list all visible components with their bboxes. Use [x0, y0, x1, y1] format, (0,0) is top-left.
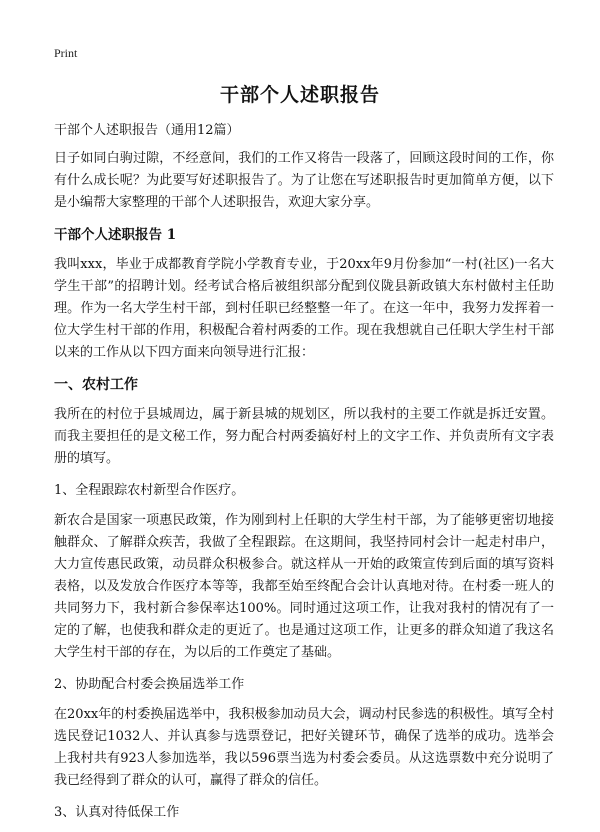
section-heading: 干部个人述职报告 1	[54, 227, 177, 243]
print-link[interactable]: Print	[54, 46, 78, 60]
item-heading-2: 2、协助配合村委会换届选举工作	[54, 677, 245, 692]
item-heading-1: 1、全程跟踪农村新型合作医疗。	[54, 483, 245, 498]
document-body	[54, 120, 554, 832]
section-intro-paragraph: 我叫xxx，毕业于成都教育学院小学教育专业，于20xx年9月份参加“一村(社区)一名大学生干部”的招聘计划。经考试合格后被组织部分配到仪陇县新政镇大东村做村主任助理。作为一名大学生村干部，到村任职已经整整一年了。在这一年中，我努力发挥着一位大学生村干部的作用，积极配合着村两委的工作。现在我想就自己任职大学生村干部以来的工作从以下四方面来向领导进行汇报：	[54, 257, 554, 360]
document-title: 干部个人述职报告	[219, 84, 380, 106]
intro-paragraph: 日子如同白驹过隙，不经意间，我们的工作又将告一段落了，回顾这段时间的工作，你有什么成长呢？为此要写好述职报告了。为了让您在写述职报告时更加简单方便，以下是小编帮大家整理的干部个人述职报告，欢迎大家分享。	[54, 151, 554, 210]
item-heading-3: 3、认真对待低保工作	[54, 805, 180, 820]
subsection-intro-paragraph: 我所在的村位于县城周边，属于新县城的规划区，所以我村的主要工作就是拆迁安置。而我主要担任的是文秘工作，努力配合村两委搞好村上的文字工作、并负责所有文字表册的填写。	[54, 407, 554, 466]
document-subtitle: 干部个人述职报告（通用12篇）	[54, 123, 240, 138]
subsection-heading: 一、农村工作	[54, 377, 138, 393]
item-body-2: 在20xx年的村委换届选举中，我积极参加动员大会，调动村民参选的积极性。填写全村选民登记1032人、并认真参与选票登记，把好关键环节，确保了选举的成功。选举会上我村共有923人参加选举，我以596票当选为村委会委员。从这选票数中充分说明了我已经得到了群众的认可，赢得了群众的信任。	[54, 707, 554, 788]
item-body-1: 新农合是国家一项惠民政策，作为刚到村上任职的大学生村干部，为了能够更密切地接触群众、了解群众疾苦，我做了全程跟踪。在这期间，我坚持同村会计一起走村串户，大力宣传惠民政策，动员群众积极参合。就这样从一开始的政策宣传到后面的填写资料表格，以及发放合作医疗本等等，我都至始至终配合会计认真地对待。在村委一班人的共同努力下，我村新合参保率达100%。同时通过这项工作，让我对我村的情况有了一定的了解，也使我和群众走的更近了。也是通过这项工作，让更多的群众知道了我这名大学生村干部的存在，为以后的工作奠定了基础。	[54, 513, 554, 660]
